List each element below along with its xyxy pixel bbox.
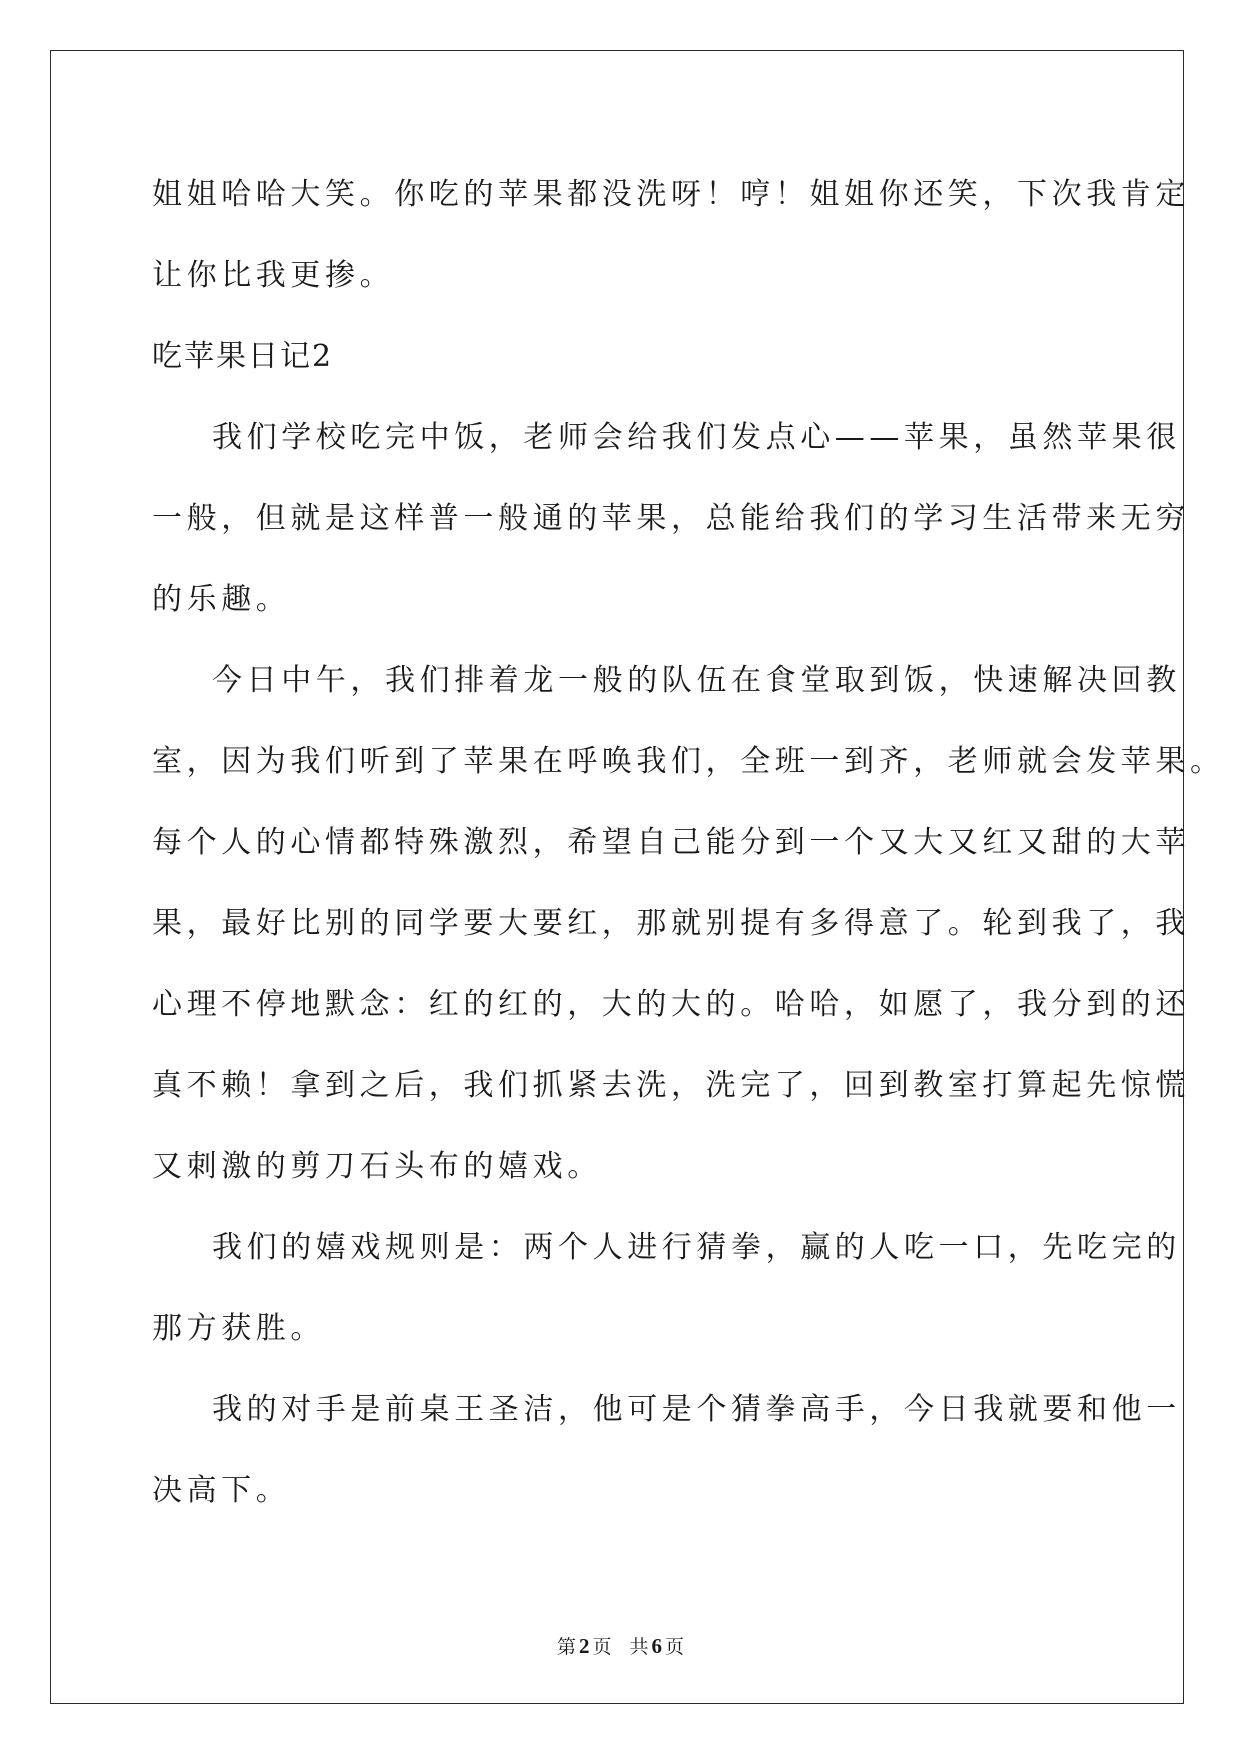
text-line: 我的对手是前桌王圣洁，他可是个猜拳高手，今日我就要和他一 [212,1392,1181,1427]
footer-page-number: 2 [578,1634,590,1658]
text-line: 我们的嬉戏规则是：两个人进行猜拳，赢的人吃一口，先吃完的 [212,1230,1181,1265]
text-line: 一般，但就是这样普一般通的苹果，总能给我们的学习生活带来无穷 [152,501,1190,536]
text-line: 真不赖！拿到之后，我们抓紧去洗，洗完了，回到教室打算起先惊慌 [152,1068,1190,1103]
document-body [152,154,1225,1531]
footer-total-suffix: 页 [665,1636,685,1658]
footer-page-suffix: 页 [592,1636,612,1658]
footer-total-pages: 6 [651,1634,663,1658]
text-line: 的乐趣。 [152,582,291,617]
footer-total-prefix: 共 [629,1636,649,1658]
paragraph [152,1207,1181,1369]
page-footer [0,1634,1241,1659]
text-line: 每个人的心情都特殊激烈，希望自己能分到一个又大又红又甜的大苹 [152,825,1190,860]
text-line: 心理不停地默念：红的红的，大的大的。哈哈，如愿了，我分到的还 [152,987,1190,1022]
paragraph [152,154,1190,316]
text-line: 室，因为我们听到了苹果在呼唤我们，全班一到齐，老师就会发苹果。 [152,744,1225,779]
text-line: 让你比我更掺。 [152,258,395,293]
text-line: 那方获胜。 [152,1311,325,1346]
text-line: 吃苹果日记2 [152,339,334,374]
paragraph [152,640,1225,1207]
text-line: 果，最好比别的同学要大要红，那就别提有多得意了。轮到我了，我 [152,906,1190,941]
footer-page-prefix: 第 [556,1636,576,1658]
paragraph [152,1369,1181,1531]
text-line: 又刺激的剪刀石头布的嬉戏。 [152,1149,602,1184]
paragraph [152,397,1190,640]
text-line: 今日中午，我们排着龙一般的队伍在食堂取到饭，快速解决回教 [212,663,1181,698]
text-line: 我们学校吃完中饭，老师会给我们发点心——苹果，虽然苹果很 [212,420,1181,455]
text-line: 姐姐哈哈大笑。你吃的苹果都没洗呀！哼！姐姐你还笑，下次我肯定 [152,177,1190,212]
text-line: 决高下。 [152,1473,291,1508]
section-heading [152,316,1100,397]
